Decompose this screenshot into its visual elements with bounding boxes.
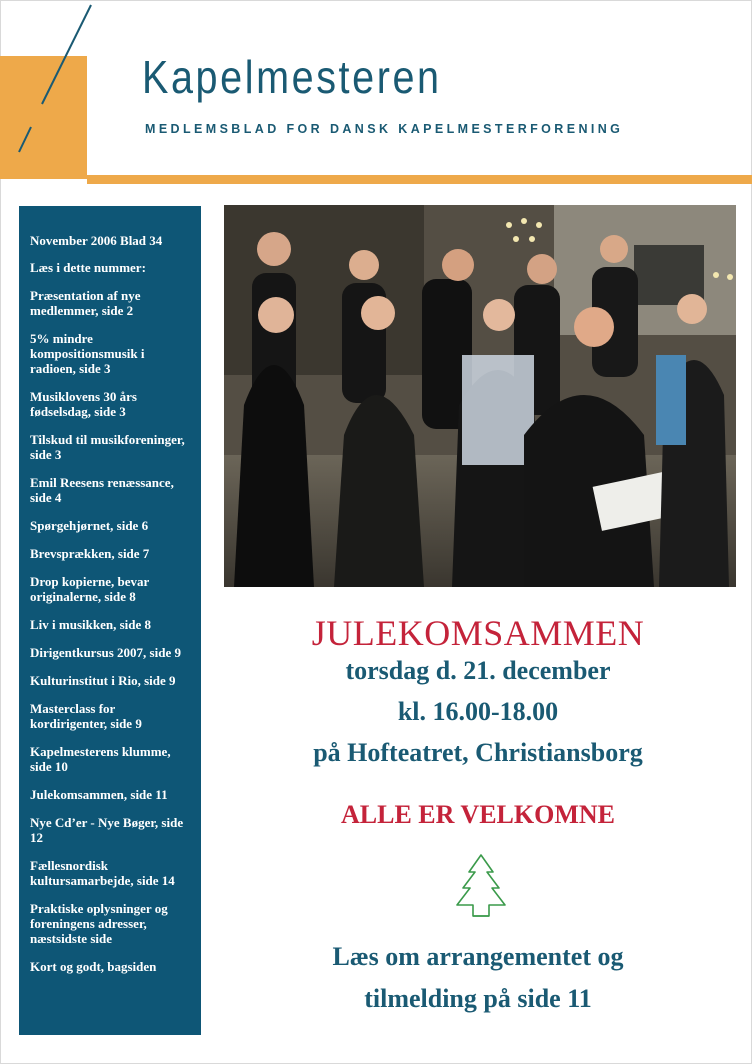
read-more-text	[222, 936, 734, 1020]
toc-item: Spørgehjørnet, side 6	[30, 518, 149, 533]
toc-item: Fællesnordisk kultursamarbejde, side 14	[30, 858, 175, 888]
toc-item: Kapelmesterens klumme, side 10	[30, 744, 171, 774]
toc-list	[30, 288, 191, 974]
toc-item: Nye Cd’er - Nye Bøger, side 12	[30, 815, 184, 845]
christmas-tree-icon	[449, 852, 513, 928]
toc-item: Emil Reesens renæssance, side 4	[30, 475, 174, 505]
toc-item: Masterclass for kordirigenter, side 9	[30, 701, 142, 731]
toc-item: 5% mindre kompositionsmusik i radioen, side 3	[30, 331, 145, 376]
toc-item: Kulturinstitut i Rio, side 9	[30, 673, 176, 688]
toc-item: Tilskud til musikforeninger, side 3	[30, 432, 185, 462]
toc-item: Kort og godt, bagsiden	[30, 959, 157, 974]
toc-item: Præsentation af nye medlemmer, side 2	[30, 288, 141, 318]
baton-slash-icon	[0, 0, 100, 160]
choir-photo-illustration	[224, 205, 736, 587]
masthead-title: Kapelmesteren	[142, 51, 442, 103]
table-of-contents-sidebar	[19, 206, 201, 1035]
choir-photo	[224, 205, 736, 587]
toc-item: Julekomsammen, side 11	[30, 787, 168, 802]
toc-item: Liv i musikken, side 8	[30, 617, 152, 632]
masthead-orange-rule	[87, 175, 752, 184]
toc-item: Musiklovens 30 års fødselsdag, side 3	[30, 389, 137, 419]
toc-item: Brevsprækken, side 7	[30, 546, 150, 561]
issue-date: November 2006 Blad 34	[30, 233, 163, 248]
event-title: JULEKOMSAMMEN	[311, 613, 645, 653]
event-date: torsdag d. 21. december	[345, 656, 611, 685]
read-more-line-2: tilmelding på side 11	[364, 984, 592, 1013]
toc-item: Drop kopierne, bevar originalerne, side 8	[30, 574, 150, 604]
event-time: kl. 16.00-18.00	[397, 697, 559, 726]
read-more-line-1: Læs om arrangementet og	[332, 942, 624, 971]
toc-heading: Læs i dette nummer:	[30, 260, 146, 275]
event-venue: på Hofteatret, Christiansborg	[313, 738, 643, 767]
masthead-subtitle: MEDLEMSBLAD FOR DANSK KAPELMESTERFORENING	[145, 122, 624, 136]
toc-item: Praktiske oplysninger og foreningens adresser, næstsidste side	[30, 901, 168, 946]
toc-item: Dirigentkursus 2007, side 9	[30, 645, 181, 660]
welcome-text: ALLE ER VELKOMNE	[340, 800, 615, 829]
